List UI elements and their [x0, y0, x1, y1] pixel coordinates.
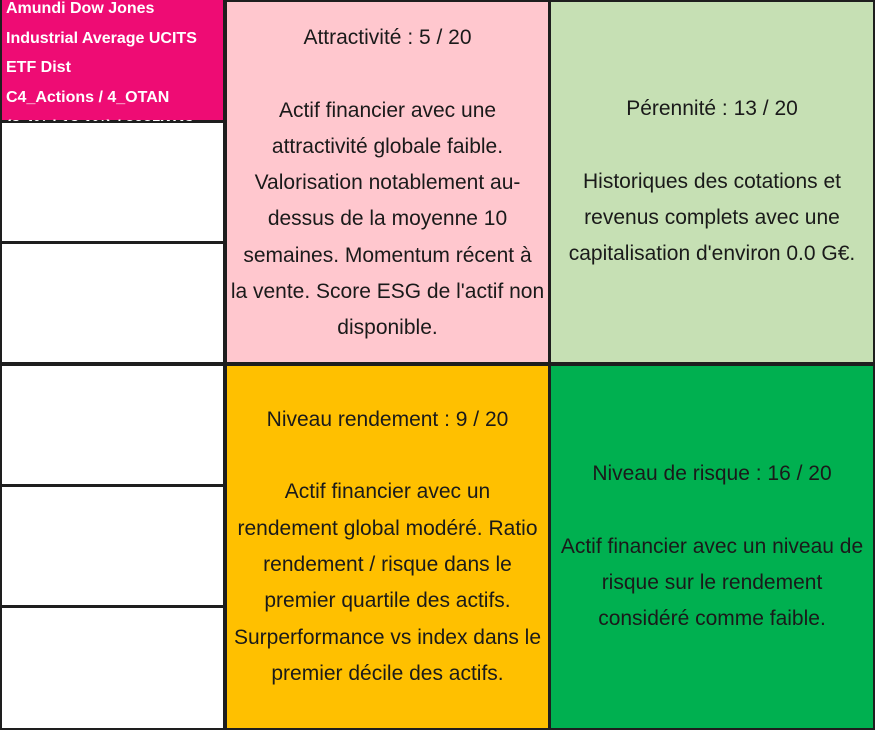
- attractivite-desc-line: disponible.: [337, 316, 438, 340]
- asset-name-line-1: Amundi Dow Jones: [6, 0, 155, 17]
- asset-category-line: C4_Actions / 4_OTAN: [6, 88, 170, 106]
- attractivite-desc-line: semaines. Momentum récent à: [243, 243, 532, 267]
- attractivite-desc-line: Valorisation notablement au-: [254, 171, 521, 195]
- perennite-desc-line: capitalisation d'environ 0.0 G€.: [568, 242, 856, 266]
- rendement-desc-line: premier quartile des actifs.: [264, 589, 511, 613]
- asset-name-line-3: ETF Dist: [6, 59, 71, 76]
- empty-cell: [0, 606, 225, 730]
- perennite-quadrant: [549, 0, 875, 364]
- perennite-desc-line: Historiques des cotations et: [583, 169, 841, 193]
- attractivite-quadrant: [225, 0, 550, 364]
- asset-title-cell: [0, 0, 225, 122]
- rendement-quadrant: [225, 364, 550, 730]
- risque-quadrant: [549, 364, 875, 730]
- risque-desc-line: considéré comme faible.: [598, 607, 826, 631]
- rendement-heading: Niveau rendement : 9 / 20: [266, 407, 509, 431]
- risque-heading: Niveau de risque : 16 / 20: [592, 462, 832, 486]
- rendement-desc-line: rendement / risque dans le: [263, 553, 512, 576]
- risque-desc-line: risque sur le rendement: [601, 571, 823, 595]
- asset-name-line-2: Industrial Average UCITS: [6, 29, 197, 47]
- empty-cell: [0, 364, 225, 486]
- attractivite-desc-line: la vente. Score ESG de l'actif non: [230, 280, 545, 304]
- attractivite-desc-line: dessus de la moyenne 10: [267, 207, 508, 231]
- empty-cell: [0, 485, 225, 607]
- empty-cell: [0, 121, 225, 243]
- perennite-heading: Pérennité : 13 / 20: [626, 97, 798, 121]
- empty-cell: [0, 242, 225, 364]
- attractivite-heading: Attractivité : 5 / 20: [303, 26, 472, 49]
- attractivite-desc-line: Actif financier avec une: [278, 98, 497, 122]
- perennite-desc-line: revenus complets avec une: [584, 206, 840, 230]
- attractivite-desc-line: attractivité globale faible.: [271, 134, 504, 158]
- rendement-desc-line: rendement global modéré. Ratio: [237, 516, 538, 540]
- rendement-desc-line: Surperformance vs index dans le: [234, 625, 541, 649]
- rendement-desc-line: premier décile des actifs.: [271, 661, 504, 685]
- rendement-desc-line: Actif financier avec un: [284, 480, 491, 504]
- risque-desc-line: Actif financier avec un niveau de: [560, 534, 864, 558]
